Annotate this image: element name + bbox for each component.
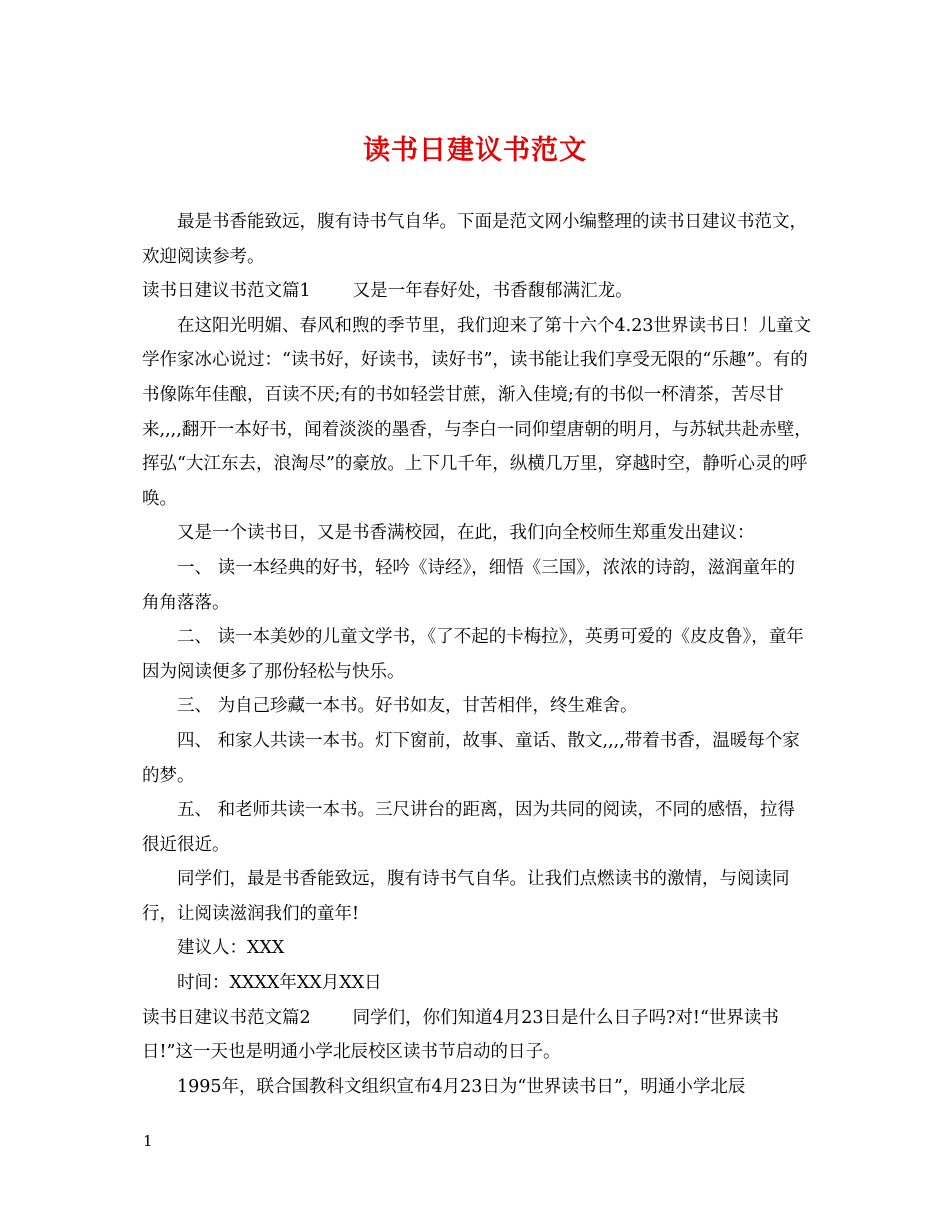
paragraph-text: 二、 读一本美妙的儿童文学书，《了不起的卡梅拉》，英勇可爱的《皮皮鲁》，童年因为阅读便多了那份轻松与快乐。 (142, 627, 804, 682)
document-title: 读书日建议书范文 (363, 135, 587, 166)
paragraph-text: 时间：XXXX年XX月XX日 (177, 973, 382, 994)
section-paragraph (142, 274, 812, 309)
paragraph (142, 966, 812, 1001)
page-number: 1 (143, 1132, 153, 1150)
paragraph (142, 689, 812, 724)
paragraph (142, 724, 812, 793)
section-paragraph (142, 1001, 812, 1070)
paragraph (142, 1070, 812, 1105)
section-heading: 读书日建议书范文篇1 (142, 281, 311, 302)
paragraph-text: 1995年，联合国教科文组织宣布4月23日为“世界读书日”，明通小学北辰 (177, 1076, 746, 1097)
paragraph (142, 551, 812, 620)
paragraph-text: 五、 和老师共读一本书。三尺讲台的距离，因为共同的阅读，不同的感悟，拉得很近很近。 (142, 800, 796, 855)
paragraph-text: 在这阳光明媚、春风和煦的季节里，我们迎来了第十六个4.23世界读书日！儿童文学作家冰心说过：“读书好，好读书，读好书”，读书能让我们享受无限的“乐趣”。有的书像陈年佳酿，百读不厌;有的书如轻尝甘蔗，渐入佳境;有的书似一杯清茶，苦尽甘来,,,,翻开一本好书，闻着淡淡的墨香，与李白一同仰望唐朝的明月，与苏轼共赴赤壁，挥弘“大江东去，浪淘尽”的豪放。上下几千年，纵横几万里，穿越时空，静听心灵的呼唤。 (142, 315, 812, 509)
paragraph (142, 793, 812, 862)
paragraph-text: 建议人：XXX (177, 938, 285, 959)
paragraph-text: 又是一年春好处，书香馥郁满汇龙。 (352, 281, 633, 302)
paragraph-text: 一、 读一本经典的好书，轻吟《诗经》，细悟《三国》，浓浓的诗韵，滋润童年的角角落落。 (142, 557, 796, 613)
paragraph (142, 516, 812, 551)
paragraph (142, 205, 812, 274)
paragraph (142, 862, 812, 931)
paragraph (142, 309, 812, 517)
paragraph (142, 620, 812, 689)
document-body (142, 205, 812, 1104)
section-heading: 读书日建议书范文篇2 (142, 1007, 311, 1028)
paragraph-text: 最是书香能致远，腹有诗书气自华。下面是范文网小编整理的读书日建议书范文，欢迎阅读参考。 (142, 212, 807, 267)
paragraph-text: 同学们，最是书香能致远，腹有诗书气自华。让我们点燃读书的激情，与阅读同行，让阅读滋润我们的童年! (142, 869, 790, 924)
paragraph-text: 又是一个读书日，又是书香满校园，在此，我们向全校师生郑重发出建议： (177, 523, 755, 544)
paragraph (142, 931, 812, 966)
paragraph-text: 同学们，你们知道4月23日是什么日子吗?对!“世界读书日!”这一天也是明通小学北辰校区读书节启动的日子。 (142, 1007, 779, 1063)
paragraph-text: 四、 和家人共读一本书。灯下窗前，故事、童话、散文,,,,带着书香，温暖每个家的梦。 (142, 730, 800, 786)
paragraph-text: 三、 为自己珍藏一本书。好书如友，甘苦相伴，终生难舍。 (177, 696, 638, 717)
